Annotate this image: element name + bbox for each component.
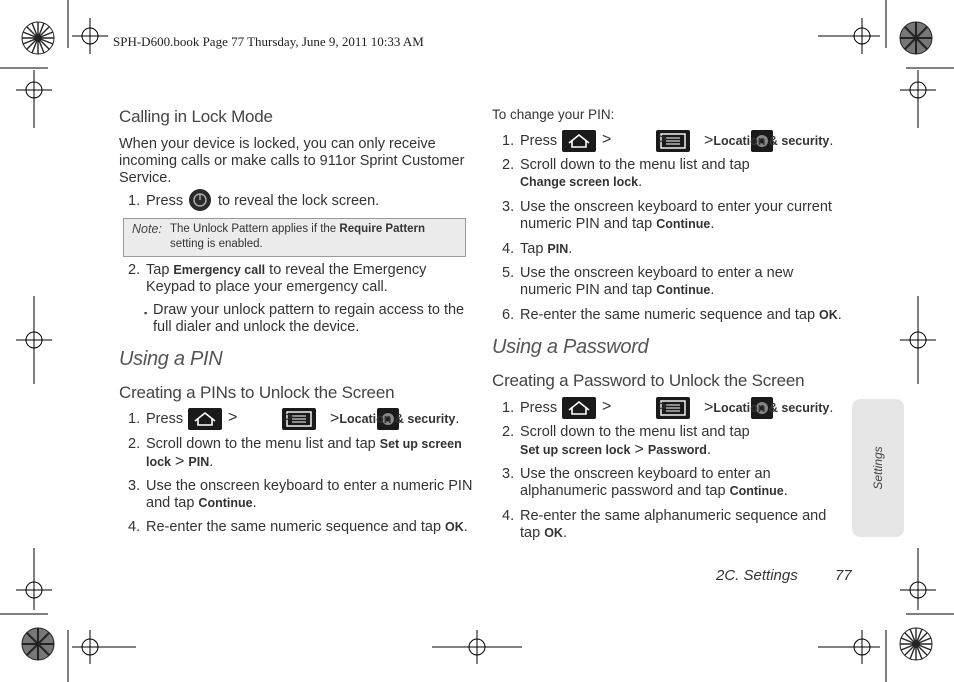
change-pin-intro: To change your PIN: [492,107,615,122]
note-label: Note: [132,222,162,236]
password-step-2: 2. Scroll down to the menu list and tap Set up screen lock > Password. [502,424,750,458]
password-step-4: 4. Re-enter the same alphanumeric sequence and tap OK. [502,508,827,541]
page-number: 77 [835,567,852,584]
change-pin-step-5: 5. Use the onscreen keyboard to enter a new numeric PIN and tap Continue. [502,265,794,298]
side-tab [852,399,904,537]
note-text: The Unlock Pattern applies if the Require Pattern [170,223,426,235]
change-pin-step-6: 6. Re-enter the same numeric sequence and tap OK. [502,307,842,323]
pin-section-title: Using a PIN [119,348,223,370]
note-text-line2: setting is enabled. [170,238,263,250]
change-pin-step-4: 4. Tap PIN. [502,241,573,257]
home-icon [188,408,222,430]
change-pin-step-2: 2. Scroll down to the menu list and tap Change screen lock. [502,157,750,190]
pin-step-1: 1. Press > > >Location & security. [128,406,473,432]
lock-mode-step-1: 1. Press to reveal the lock screen. [128,189,468,213]
side-tab-label: Settings [871,446,885,490]
pin-step-4: 4. Re-enter the same numeric sequence and tap OK. [128,519,468,535]
lock-mode-intro: When your device is locked, you can only receive incoming calls or make calls to 911or Sprint Customer Service. [119,136,465,186]
change-pin-step-1: 1. Press > > >Location & security. [502,128,847,154]
pin-step-3: 3. Use the onscreen keyboard to enter a numeric PIN and tap Continue. [128,478,473,511]
password-section-title: Using a Password [492,336,649,358]
lock-mode-heading: Calling in Lock Mode [119,107,273,126]
password-heading: Creating a Password to Unlock the Screen [492,371,805,390]
footer-section: 2C. Settings [716,567,798,584]
home-icon [562,397,596,419]
lock-mode-bullet: ▪ Draw your unlock pattern to regain access to the full dialer and unlock the device. [144,302,465,335]
note-box [123,218,466,257]
power-icon [189,189,211,211]
password-step-1: 1. Press > > >Location & security. [502,395,847,421]
pin-heading: Creating a PINs to Unlock the Screen [119,383,395,402]
lock-mode-step-2: 2. Tap Emergency call to reveal the Emergency Keypad to place your emergency call. [128,262,427,295]
change-pin-step-3: 3. Use the onscreen keyboard to enter your current numeric PIN and tap Continue. [502,199,832,232]
pin-step-2: 2. Scroll down to the menu list and tap Set up screen lock > PIN. [128,436,462,470]
home-icon [562,130,596,152]
password-step-3: 3. Use the onscreen keyboard to enter an alphanumeric password and tap Continue. [502,466,788,499]
book-header: SPH-D600.book Page 77 Thursday, June 9, 2011 10:33 AM [113,34,424,49]
